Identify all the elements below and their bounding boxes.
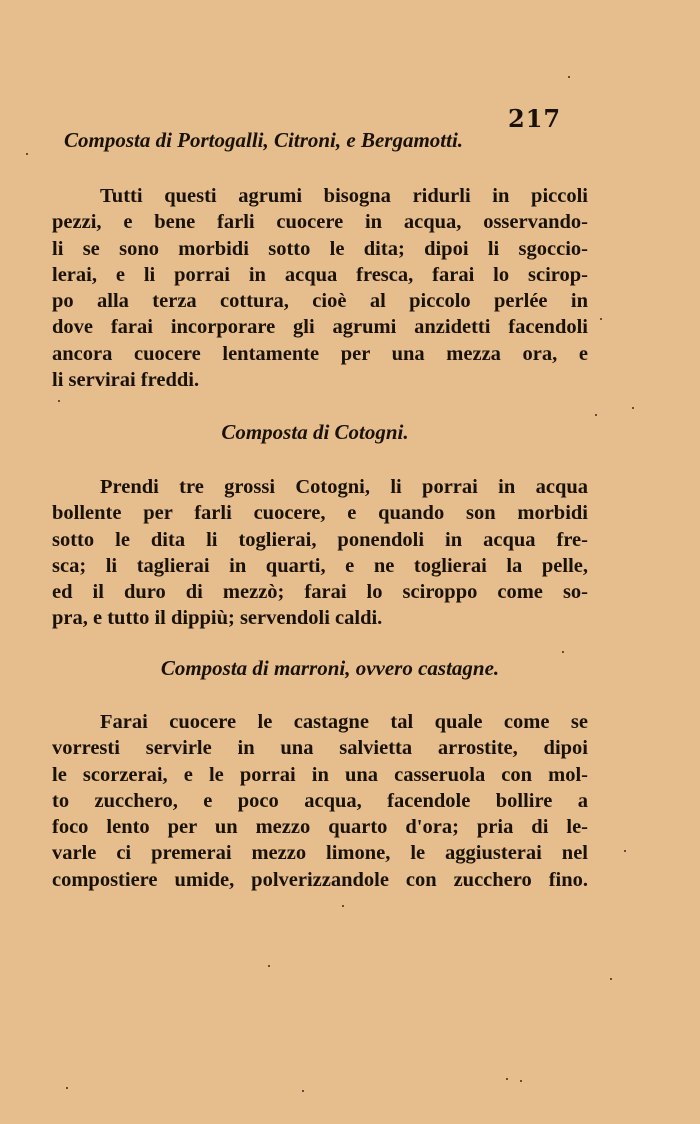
- text-line: Farai cuocere le castagne tal quale come se: [100, 711, 588, 733]
- text-line: pra, e tutto il dippiù; servendoli caldi.: [52, 607, 383, 630]
- paper-speck: [568, 76, 570, 78]
- text-line: pezzi, e bene farli cuocere in acqua, osservando-: [52, 211, 588, 234]
- page-number: 217: [508, 104, 562, 133]
- text-line: le scorzerai, e le porrai in una casseruola con mol-: [52, 763, 588, 786]
- paper-speck: [506, 1078, 508, 1080]
- paper-speck: [632, 407, 634, 409]
- text-line: compostiere umide, polverizzandole con zucchero fino.: [52, 868, 588, 891]
- section-title-marroni: Composta di marroni, ovvero castagne.: [160, 656, 500, 680]
- paper-speck: [342, 905, 344, 907]
- paper-speck: [562, 651, 564, 653]
- text-line: bollente per farli cuocere, e quando son morbidi: [52, 502, 588, 525]
- text-line: sca; li taglierai in quarti, e ne toglierai la pelle,: [52, 554, 588, 577]
- text-line: li se sono morbidi sotto le dita; dipoi li sgoccio-: [52, 237, 588, 260]
- paper-speck: [302, 1090, 304, 1092]
- text-line: li servirai freddi.: [52, 369, 200, 392]
- paper-speck: [268, 965, 270, 967]
- text-line: po alla terza cottura, cioè al piccolo perlée in: [52, 290, 588, 313]
- text-line: foco lento per un mezzo quarto d'ora; pria di le-: [52, 816, 588, 839]
- paper-speck: [520, 1080, 522, 1082]
- text-line: ancora cuocere lentamente per una mezza ora, e: [52, 342, 588, 365]
- paper-speck: [26, 153, 28, 155]
- paper-speck: [610, 978, 612, 980]
- text-line: dove farai incorporare gli agrumi anzidetti facendoli: [52, 316, 588, 339]
- text-line: lerai, e li porrai in acqua fresca, farai lo scirop-: [52, 263, 588, 286]
- paper-speck: [66, 1087, 68, 1089]
- text-line: varle ci premerai mezzo limone, le aggiusterai nel: [52, 842, 588, 865]
- paper-speck: [595, 414, 597, 416]
- section-text-cotogni: [52, 474, 588, 632]
- text-line: ed il duro di mezzò; farai lo sciroppo come so-: [52, 581, 588, 604]
- text-line: sotto le dita li toglierai, ponendoli in acqua fre-: [52, 528, 588, 551]
- section-title-cotogni: Composta di Cotogni.: [221, 420, 409, 444]
- paper-speck: [58, 400, 60, 402]
- section-title-portogalli: Composta di Portogalli, Citroni, e Bergamotti.: [64, 128, 464, 152]
- text-line: vorresti servirle in una salvietta arrostite, dipoi: [52, 737, 588, 760]
- text-line: Prendi tre grossi Cotogni, li porrai in acqua: [100, 476, 588, 498]
- paper-speck: [600, 318, 602, 320]
- section-text-marroni: [52, 709, 588, 893]
- section-text-portogalli: [52, 183, 588, 393]
- text-line: Tutti questi agrumi bisogna ridurli in piccoli: [100, 185, 588, 207]
- paper-speck: [624, 850, 626, 852]
- text-line: to zucchero, e poco acqua, facendole bollire a: [52, 789, 588, 812]
